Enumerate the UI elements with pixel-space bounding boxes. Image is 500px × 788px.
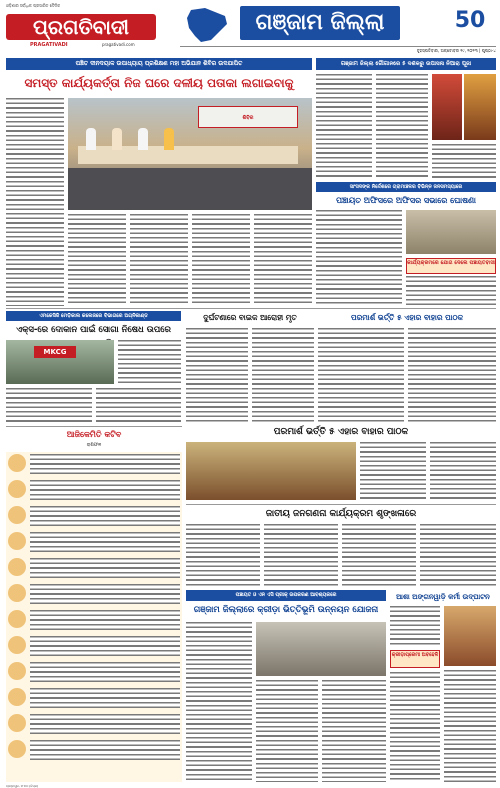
sub-story-kicker: ସାଂସଦଙ୍କ ନିର୍ଦ୍ଦେଶରେ ଗ୍ରାମାଞ୍ଚଳର ବିଭିନ୍ନ ଜନସମସ୍ୟାରେ bbox=[316, 182, 496, 192]
top-story-kicker: ପଞ୍ଚିତ ଦୀନଦୟାଳ ଉପାଧ୍ୟାୟ ପ୍ରଶିକ୍ଷଣ ମହା ଅଭିଯାନ ଶିବିର ଉଦଯାପିତ bbox=[6, 58, 312, 70]
panchayat-office-photo bbox=[406, 210, 496, 254]
right-top-text-col3 bbox=[432, 144, 496, 178]
zodiac-icon bbox=[8, 532, 26, 550]
newspaper-url[interactable]: pragativadi.com bbox=[102, 42, 135, 47]
top-story-photo bbox=[68, 98, 312, 210]
ward-text-col2 bbox=[408, 328, 496, 422]
bottom-right-text-col1 bbox=[390, 606, 440, 646]
bottom-headline[interactable]: ଗଞ୍ଜାମ ଜିଲ୍ଲାରେ କ୍ରୀଡ଼ା ଭିତ୍ତିଭୂମି ଉନ୍ନୟନ ଯୋଜନା bbox=[193, 605, 379, 615]
zodiac-icon bbox=[8, 688, 26, 706]
stage-table bbox=[78, 146, 298, 164]
top-story-text-col3 bbox=[130, 214, 188, 306]
mkcg-text-col3 bbox=[96, 388, 181, 422]
ward-main-headline[interactable]: ପରମାର୍ଶ ଭର୍ତ୍ତି ୫ ଏହାର ବାହାର ପାଠକ bbox=[273, 427, 409, 437]
audience bbox=[68, 168, 312, 210]
ward-text-col4 bbox=[430, 442, 496, 500]
person bbox=[164, 128, 174, 150]
census-text-col2 bbox=[264, 524, 338, 586]
zodiac-icon bbox=[8, 558, 26, 576]
person bbox=[86, 128, 96, 150]
masthead bbox=[0, 0, 500, 56]
idol-photo-2 bbox=[464, 74, 496, 140]
census-headline[interactable]: ଜାତୀୟ ଜନଗଣନା କାର୍ଯ୍ୟକ୍ରମ ଶୃଙ୍ଖଳାରେ bbox=[265, 509, 417, 519]
top-story-text-col1 bbox=[6, 98, 64, 306]
zodiac-icon bbox=[8, 740, 26, 758]
inauguration-photo bbox=[444, 606, 496, 666]
bottom-box: କ୍ରୀଡ଼ାପ୍ରେମୀ ଅବହେଳି bbox=[390, 650, 440, 668]
horoscope-title: ଆଜିକେମିତି କଟିବ bbox=[66, 430, 122, 439]
idol-photo-1 bbox=[432, 74, 462, 140]
accident-text-col1 bbox=[186, 328, 248, 422]
bottom-text-col3 bbox=[322, 680, 386, 782]
zodiac-icon bbox=[8, 506, 26, 524]
top-story-text-col4 bbox=[192, 214, 250, 306]
bottom-text-col2 bbox=[256, 680, 318, 782]
newspaper-logo[interactable]: ପ୍ରଗତିବାଦୀ bbox=[6, 14, 156, 40]
right-top-text-col2 bbox=[376, 74, 428, 178]
zodiac-icon bbox=[8, 480, 26, 498]
horoscope-subtitle: ରାଶିଫଳ bbox=[86, 443, 102, 448]
zodiac-icon bbox=[8, 610, 26, 628]
accident-headline[interactable]: ଦୁର୍ଘଟଣାରେ ବାଇକ ଆରୋହୀ ମୃତ bbox=[203, 313, 297, 322]
mkcg-sign: MKCG bbox=[34, 346, 76, 358]
census-text-col3 bbox=[342, 524, 416, 586]
mid-right-text-col2 bbox=[406, 276, 496, 306]
district-title: ଗଞ୍ଜାମ ଜିଲ୍ଲା bbox=[240, 6, 400, 40]
mid-right-headline[interactable]: ପଞ୍ଚାୟତ ଅଫିସରେ ଅଫିସର ସଭାରେ ଘୋଷଣା bbox=[336, 196, 476, 205]
person bbox=[112, 128, 122, 150]
top-story-headline[interactable]: ସମସ୍ତ କାର୍ଯ୍ୟକର୍ତ୍ତା ନିଜ ଘରେ ଦଳୀୟ ପତାକା ଲଗାଇବାକୁ bbox=[24, 76, 294, 90]
stage-banner: ଶିବିର bbox=[198, 106, 298, 128]
stadium-photo bbox=[256, 622, 386, 676]
masthead-tagline: ଓଡ଼ିଶାର ସର୍ବାଧିକ ପ୍ରସାରିତ ଦୈନିକ bbox=[6, 3, 61, 8]
odisha-map-icon bbox=[185, 6, 229, 44]
bottom-text-col1 bbox=[186, 622, 252, 782]
bottom-right-headline[interactable]: ଆଶା ଅଙ୍ଗନୱାଡ଼ି କର୍ମୀ ଉଦ୍‌ଘାଟନ bbox=[396, 593, 490, 601]
horoscope-box bbox=[6, 452, 182, 782]
ward-text-col1 bbox=[318, 328, 404, 422]
dateline: ବୃହସ୍ପତିବାର, ଅକ୍ଟୋବର ୧୯, ୨୦୨୩ | ପୃଷ୍ଠା-୪ bbox=[180, 46, 496, 54]
right-top-text-col1 bbox=[316, 74, 372, 178]
mkcg-headline[interactable]: ଏକ୍ସ-ରେ ଦୋକାନ ପାଇଁ ସୋଗା ନିଷେଧ ଉପରେ bbox=[16, 325, 171, 335]
census-text-col4 bbox=[420, 524, 496, 586]
top-story-text-col2 bbox=[68, 214, 126, 306]
census-text-col1 bbox=[186, 524, 260, 586]
anniversary-logo: 50 bbox=[454, 8, 486, 33]
top-story-text-col5 bbox=[254, 214, 312, 306]
zodiac-icon bbox=[8, 662, 26, 680]
right-top-headline[interactable]: ଗଞ୍ଜାମ ଜିଲ୍ଲା ଗୌଗାନରେ ୫ ଦଶକରୁ ଉପାସନା ନିଆରା ପୂଜା bbox=[316, 58, 496, 70]
bottom-right-text-col3 bbox=[444, 670, 496, 782]
zodiac-icon bbox=[8, 584, 26, 602]
zodiac-icon bbox=[8, 454, 26, 472]
zodiac-icon bbox=[8, 636, 26, 654]
ward-headline[interactable]: ପରମାର୍ଶ ଭର୍ତ୍ତି ୫ ଏହାର ବାହାର ପାଠକ bbox=[350, 313, 464, 322]
mkcg-text-col1 bbox=[118, 340, 181, 384]
newspaper-logo-latin: PRAGATIVADI bbox=[30, 42, 68, 48]
mkcg-text-col2 bbox=[6, 388, 92, 422]
mkcg-kicker: ଏମକେସିଜି ମେଡ଼ିକାଲ କଲେଜରେ ବିଭାଗରେ ଅଗ୍ନିକାଣ୍ଡ bbox=[6, 311, 181, 321]
ward-text-col3 bbox=[360, 442, 426, 500]
group-photo bbox=[186, 442, 356, 500]
bottom-right-text-col2 bbox=[390, 672, 440, 782]
mid-right-box: କାର୍ଯ୍ୟକ୍ରମରେ ଯୋଗ ଦେଲେ ପଞ୍ଚାୟତବାସୀ bbox=[406, 258, 496, 274]
accident-text-col2 bbox=[252, 328, 314, 422]
person bbox=[138, 128, 148, 150]
mkcg-photo bbox=[6, 340, 114, 384]
byline: ବ୍ରହ୍ମପୁର, ୧୮ା୧୦ (ନିପ୍ର) bbox=[6, 784, 39, 788]
mid-right-text-col1 bbox=[316, 210, 402, 306]
bottom-kicker: ପଞ୍ଚାୟତ ଓ ଏନ ଏସି ପ୍ରୀକ୍ ଉପକରଣ ଆବଶ୍ୟକରେ bbox=[186, 590, 386, 601]
zodiac-icon bbox=[8, 714, 26, 732]
